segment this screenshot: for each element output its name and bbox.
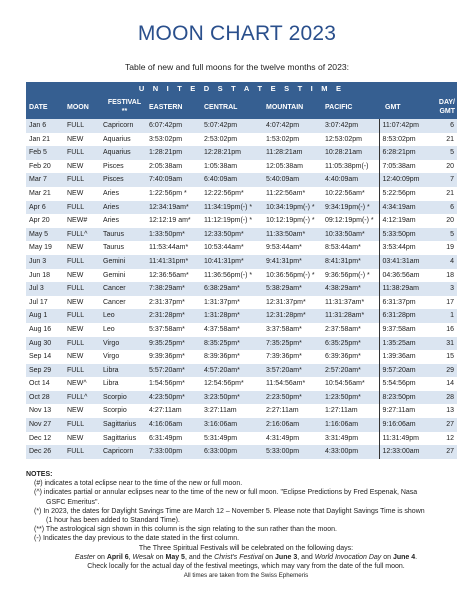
cell-moon: FULL xyxy=(67,285,85,293)
cell-festival: Leo xyxy=(103,325,115,333)
cell-pacific: 9:34:19pm(-) * xyxy=(325,203,370,211)
cell-festival: Virgo xyxy=(103,353,120,361)
cell-date: Oct 14 xyxy=(29,380,50,388)
cell-central: 5:31:49pm xyxy=(204,434,238,442)
cell-moon: NEW xyxy=(67,189,84,197)
cell-eastern: 1:33:50pm* xyxy=(149,230,185,238)
cell-date: Mar 21 xyxy=(29,189,51,197)
cell-festival: Aquarius xyxy=(103,135,131,143)
cell-eastern: 7:40:09am xyxy=(149,176,183,184)
date-wesak: May 5 xyxy=(165,553,185,561)
col-header-moon: MOON xyxy=(67,103,89,111)
cell-date: Dec 12 xyxy=(29,434,52,442)
cell-pacific: 2:57:20am* xyxy=(325,366,361,374)
cell-central: 8:39:36pm* xyxy=(204,353,240,361)
festival-invocation: World Invocation Day xyxy=(314,553,382,561)
cell-mountain: 2:27:11am xyxy=(266,407,299,415)
cell-festival: Aquarius xyxy=(103,149,131,157)
cell-mountain: 7:35:25pm* xyxy=(266,339,302,347)
cell-day: 20 xyxy=(446,217,454,225)
cell-eastern: 6:07:42pm xyxy=(149,122,183,129)
cell-eastern: 2:05:38am xyxy=(149,162,183,170)
page-subtitle: Table of new and full moons for the twelve months of 2023: xyxy=(124,62,350,72)
cell-moon: FULL^ xyxy=(67,393,88,401)
cell-mountain: 9:53:44am* xyxy=(266,244,302,252)
cell-moon: FULL xyxy=(67,312,85,320)
cell-day: 27 xyxy=(446,421,454,429)
cell-central: 6:38:29am* xyxy=(204,285,240,293)
cell-gmt: 9:37:58am xyxy=(379,323,432,337)
cell-eastern: 1:22:56pm * xyxy=(149,189,187,197)
table-row xyxy=(26,418,457,432)
note-partial-eclipse-cont: GSFC Emeritus". xyxy=(46,498,100,506)
cell-gmt: 5:22:56pm xyxy=(379,187,432,201)
cell-festival: Scorpio xyxy=(103,407,127,415)
cell-pacific: 11:31:37am* xyxy=(325,298,365,306)
cell-day: 12 xyxy=(446,434,454,442)
cell-pacific: 9:36:56pm(-) * xyxy=(325,271,370,279)
cell-gmt: 11:38:29am xyxy=(379,282,432,296)
cell-moon: NEW xyxy=(67,298,84,306)
cell-gmt: 4:12:19am xyxy=(379,214,432,228)
cell-moon: NEW xyxy=(67,325,84,333)
cell-mountain: 9:41:31pm* xyxy=(266,257,302,265)
cell-festival: Sagittarius xyxy=(103,421,137,429)
cell-gmt: 6:28:21pm xyxy=(379,146,432,160)
cell-pacific: 4:38:29am* xyxy=(325,285,361,293)
table-row xyxy=(26,146,457,160)
cell-central: 3:23:50pm* xyxy=(204,393,240,401)
cell-day: 13 xyxy=(446,407,454,415)
cell-date: Jun 3 xyxy=(29,257,47,265)
cell-date: Mar 7 xyxy=(29,176,47,184)
table-row xyxy=(26,432,457,446)
cell-pacific: 2:37:58am* xyxy=(325,325,361,333)
cell-date: Jul 3 xyxy=(29,285,44,293)
table-row xyxy=(26,133,457,147)
cell-moon: FULL xyxy=(67,176,85,184)
cell-pacific: 3:31:49pm xyxy=(325,434,359,442)
festival-easter: Easter xyxy=(74,553,96,561)
col-header-central: CENTRAL xyxy=(204,103,238,111)
cell-date: Dec 26 xyxy=(29,448,52,456)
cell-eastern: 12:12:19 am* xyxy=(149,217,191,225)
cell-date: Sep 14 xyxy=(29,353,52,361)
cell-mountain: 2:23:50pm* xyxy=(266,393,302,401)
cell-moon: NEW xyxy=(67,353,84,361)
date-easter: April 6 xyxy=(106,553,129,561)
cell-gmt: 9:16:06am xyxy=(379,418,432,432)
cell-day: 4 xyxy=(450,257,454,265)
cell-central: 6:33:00pm xyxy=(204,448,238,456)
cell-mountain: 12:31:37pm* xyxy=(266,298,306,306)
col-header-day: DAY/ GMT xyxy=(438,99,455,115)
notes-heading: NOTES: xyxy=(26,471,53,478)
festivals-intro: The Three Spiritual Festivals will be celebrated on the following days: xyxy=(138,544,354,552)
table-row xyxy=(26,187,457,201)
cell-mountain: 11:54:56am* xyxy=(266,380,306,388)
cell-day: 7 xyxy=(450,176,454,184)
cell-gmt: 12:40:09pm xyxy=(379,173,432,187)
cell-festival: Scorpio xyxy=(103,393,127,401)
cell-mountain: 4:31:49pm xyxy=(266,434,300,442)
cell-day: 31 xyxy=(446,339,454,347)
cell-eastern: 4:27:11am xyxy=(149,407,182,415)
cell-moon: NEW xyxy=(67,244,84,252)
cell-pacific: 10:28:21am xyxy=(325,149,362,157)
date-christ: June 3 xyxy=(275,553,298,561)
cell-festival: Virgo xyxy=(103,339,120,347)
cell-gmt: 3:53:44pm xyxy=(379,241,432,255)
cell-eastern: 12:34:19am* xyxy=(149,203,189,211)
cell-mountain: 2:16:06am xyxy=(266,421,300,429)
cell-gmt: 12:33:00am xyxy=(379,445,432,459)
cell-pacific: 1:23:50pm* xyxy=(325,393,361,401)
ephemeris-source: All times are taken from the Swiss Ephemeris xyxy=(183,572,309,580)
cell-central: 12:33:50pm* xyxy=(204,230,244,238)
cell-date: Aug 30 xyxy=(29,339,52,347)
cell-moon: FULL^ xyxy=(67,230,88,238)
text-and: , and the xyxy=(184,553,215,561)
col-header-festival: FESTIVAL ** xyxy=(107,99,142,115)
cell-moon: FULL xyxy=(67,339,85,347)
note-total-eclipse: (#) indicates a total eclipse near to the time of the new or full moon. xyxy=(34,480,243,488)
table-row xyxy=(26,296,457,310)
cell-day: 27 xyxy=(446,448,454,456)
table-row xyxy=(26,173,457,187)
cell-mountain: 10:34:19pm(-) * xyxy=(266,203,315,211)
cell-day: 1 xyxy=(450,312,454,320)
cell-pacific: 6:39:36pm* xyxy=(325,353,361,361)
cell-moon: FULL xyxy=(67,448,85,456)
cell-festival: Libra xyxy=(103,380,119,388)
cell-mountain: 3:57:20am* xyxy=(266,366,302,374)
cell-central: 11:36:56pm(-) * xyxy=(204,271,253,279)
cell-mountain: 10:36:56pm(-) * xyxy=(266,271,315,279)
cell-central: 10:41:31pm* xyxy=(204,257,244,265)
table-row xyxy=(26,241,457,255)
cell-pacific: 10:22:56am* xyxy=(325,189,365,197)
cell-central: 3:27:11am xyxy=(204,407,237,415)
cell-pacific: 1:27:11am xyxy=(325,407,358,415)
table-row xyxy=(26,119,457,133)
cell-moon: FULL xyxy=(67,257,85,265)
cell-central: 12:22:56pm* xyxy=(204,189,244,197)
cell-moon: NEW xyxy=(67,434,84,442)
cell-moon: FULL xyxy=(67,366,85,374)
cell-mountain: 12:31:28pm* xyxy=(266,312,306,320)
cell-date: Apr 6 xyxy=(29,203,46,211)
cell-mountain: 7:39:36pm* xyxy=(266,353,302,361)
table-row xyxy=(26,377,457,391)
cell-pacific: 3:07:42pm xyxy=(325,122,359,129)
cell-eastern: 4:23:50pm* xyxy=(149,393,185,401)
cell-central: 1:05:38am xyxy=(204,162,238,170)
table-row xyxy=(26,364,457,378)
cell-moon: NEW xyxy=(67,135,84,143)
col-header-pacific: PACIFIC xyxy=(325,103,353,111)
cell-moon: NEW xyxy=(67,407,84,415)
cell-eastern: 6:31:49pm xyxy=(149,434,183,442)
cell-central: 11:34:19pm(-) * xyxy=(204,203,253,211)
cell-day: 21 xyxy=(446,189,454,197)
cell-gmt: 03:41:31am xyxy=(379,255,432,269)
cell-mountain: 3:37:58am* xyxy=(266,325,302,333)
cell-central: 6:40:09am xyxy=(204,176,238,184)
cell-mountain: 12:05:38am xyxy=(266,162,303,170)
cell-gmt: 04:36:56am xyxy=(379,269,432,283)
cell-pacific: 10:33:50am* xyxy=(325,230,365,238)
cell-festival: Sagittarius xyxy=(103,434,137,442)
cell-moon: FULL xyxy=(67,122,85,129)
cell-central: 11:12:19pm(-) * xyxy=(204,217,253,225)
cell-date: Nov 27 xyxy=(29,421,52,429)
page-title: MOON CHART 2023 xyxy=(137,22,337,45)
cell-eastern: 5:57:20am* xyxy=(149,366,185,374)
cell-eastern: 12:36:56am* xyxy=(149,271,189,279)
cell-pacific: 1:16:06am xyxy=(325,421,359,429)
notes-section xyxy=(26,470,466,580)
cell-gmt: 5:54:56pm xyxy=(379,377,432,391)
festival-christ: Christ's Festival xyxy=(214,553,264,561)
cell-day: 5 xyxy=(450,230,454,238)
moon-chart-table xyxy=(26,95,457,459)
note-previous-day: (-) Indicates the day previous to the date stated in the first column. xyxy=(34,535,240,543)
col-header-eastern: EASTERN xyxy=(149,103,183,111)
cell-festival: Leo xyxy=(103,312,115,320)
cell-gmt: 9:27:11am xyxy=(379,404,432,418)
cell-festival: Gemini xyxy=(103,257,126,265)
cell-central: 4:57:20am* xyxy=(204,366,240,374)
cell-central: 10:53:44am* xyxy=(204,244,244,252)
cell-festival: Capricorn xyxy=(103,448,134,456)
date-invocation: June 4 xyxy=(392,553,416,561)
cell-moon: FULL xyxy=(67,203,85,211)
table-row xyxy=(26,269,457,283)
cell-gmt: 5:33:50pm xyxy=(379,228,432,242)
cell-eastern: 1:28:21pm xyxy=(149,149,183,157)
cell-day: 6 xyxy=(450,203,454,211)
col-header-date: DATE xyxy=(29,103,48,111)
cell-pacific: 12:53:02pm xyxy=(325,135,362,143)
cell-central: 5:07:42pm xyxy=(204,122,238,129)
cell-central: 8:35:25pm* xyxy=(204,339,240,347)
cell-mountain: 4:07:42pm xyxy=(266,122,300,129)
cell-date: May 5 xyxy=(29,230,49,238)
cell-date: Sep 29 xyxy=(29,366,52,374)
cell-day: 17 xyxy=(446,298,454,306)
cell-pacific: 10:54:56am* xyxy=(325,380,365,388)
table-row xyxy=(26,160,457,174)
cell-date: Oct 28 xyxy=(29,393,50,401)
cell-mountain: 1:53:02pm xyxy=(266,135,300,143)
cell-eastern: 1:54:56pm* xyxy=(149,380,185,388)
table-row xyxy=(26,391,457,405)
cell-mountain: 5:38:29am* xyxy=(266,285,302,293)
cell-central: 3:16:06am xyxy=(204,421,238,429)
cell-pacific: 6:35:25pm* xyxy=(325,339,361,347)
text-period: . xyxy=(415,553,418,561)
cell-mountain: 10:12:19pm(-) * xyxy=(266,217,315,225)
note-dst-cont: (1 hour has been added to Standard Time). xyxy=(46,517,180,525)
table-row xyxy=(26,201,457,215)
cell-gmt: 6:31:28pm xyxy=(379,309,432,323)
cell-day: 15 xyxy=(446,353,454,361)
cell-mountain: 11:22:56am* xyxy=(266,189,306,197)
cell-gmt: 6:31:37pm xyxy=(379,296,432,310)
cell-gmt: 9:57:20am xyxy=(379,364,432,378)
cell-moon: NEW# xyxy=(67,217,88,225)
festivals-dates xyxy=(26,553,466,562)
cell-gmt: 1:35:25am xyxy=(379,337,432,351)
table-row xyxy=(26,350,457,364)
cell-date: May 19 xyxy=(29,244,52,252)
cell-day: 20 xyxy=(446,162,454,170)
cell-date: Aug 1 xyxy=(29,312,48,320)
cell-day: 19 xyxy=(446,244,454,252)
cell-day: 5 xyxy=(450,149,454,157)
cell-festival: Aries xyxy=(103,189,119,197)
cell-eastern: 9:35:25pm* xyxy=(149,339,185,347)
text-on: on xyxy=(153,553,166,561)
cell-pacific: 11:31:28am* xyxy=(325,312,365,320)
cell-eastern: 5:37:58am* xyxy=(149,325,185,333)
note-partial-eclipse: (^) indicates partial or annular eclipses near to the time of the new or full moon. "Eclipse Predictions by Fred Espenak, Nasa xyxy=(34,489,418,497)
cell-central: 12:54:56pm* xyxy=(204,380,244,388)
text-on: on xyxy=(263,553,276,561)
cell-eastern: 11:41:31pm* xyxy=(149,257,189,265)
cell-gmt: 1:39:36am xyxy=(379,350,432,364)
cell-gmt: 7:05:38am xyxy=(379,160,432,174)
table-row xyxy=(26,255,457,269)
table-row xyxy=(26,337,457,351)
time-zone-banner: U N I T E D S T A T E S T I M E xyxy=(26,82,457,95)
cell-day: 16 xyxy=(446,325,454,333)
cell-date: Apr 20 xyxy=(29,217,50,225)
text-on: on xyxy=(95,553,107,561)
festivals-check-locally: Check locally for the actual day of the festival meetings, which may vary from the date of the full moon. xyxy=(87,563,405,571)
cell-festival: Libra xyxy=(103,366,119,374)
cell-date: Aug 16 xyxy=(29,325,52,333)
cell-mountain: 11:33:50am* xyxy=(266,230,306,238)
cell-eastern: 9:39:36pm* xyxy=(149,353,185,361)
cell-festival: Cancer xyxy=(103,298,126,306)
cell-day: 21 xyxy=(446,135,454,143)
cell-day: 3 xyxy=(450,285,454,293)
cell-mountain: 5:33:00pm xyxy=(266,448,300,456)
col-header-mountain: MOUNTAIN xyxy=(266,103,304,111)
table-header-row xyxy=(26,95,457,119)
cell-pacific: 8:53:44am* xyxy=(325,244,361,252)
cell-moon: NEW^ xyxy=(67,380,87,388)
table-row xyxy=(26,228,457,242)
cell-eastern: 7:38:29am* xyxy=(149,285,185,293)
table-row xyxy=(26,214,457,228)
cell-moon: FULL xyxy=(67,421,85,429)
cell-date: Jul 17 xyxy=(29,298,48,306)
cell-eastern: 2:31:28pm* xyxy=(149,312,185,320)
cell-festival: Cancer xyxy=(103,285,126,293)
cell-pacific: 4:40:09am xyxy=(325,176,359,184)
cell-central: 1:31:37pm* xyxy=(204,298,240,306)
col-header-gmt: GMT xyxy=(385,103,401,111)
cell-gmt: 11:31:49pm xyxy=(379,432,432,446)
note-astrological-sign: (**) The astrological sign shown in this column is the sign relating to the sun rather than the moon. xyxy=(34,526,337,534)
cell-day: 14 xyxy=(446,380,454,388)
cell-mountain: 11:28:21am xyxy=(266,149,303,157)
cell-gmt: 4:34:19am xyxy=(379,201,432,215)
cell-gmt: 8:53:02pm xyxy=(379,133,432,147)
cell-moon: NEW xyxy=(67,162,84,170)
cell-date: Jan 6 xyxy=(29,122,47,129)
cell-eastern: 7:33:00pm xyxy=(149,448,183,456)
text-comma: , xyxy=(128,553,133,561)
table-body xyxy=(26,119,457,459)
cell-pacific: 4:33:00pm xyxy=(325,448,359,456)
table-row xyxy=(26,282,457,296)
cell-festival: Capricorn xyxy=(103,122,134,129)
note-dst: (*) In 2023, the dates for Daylight Savings Time are March 12 – November 5. Please note that Daylight Savings Time is shown xyxy=(34,507,425,515)
table-row xyxy=(26,323,457,337)
table-row xyxy=(26,404,457,418)
cell-date: Jan 21 xyxy=(29,135,51,143)
cell-mountain: 5:40:09am xyxy=(266,176,300,184)
cell-moon: FULL xyxy=(67,149,85,157)
cell-day: 29 xyxy=(446,366,454,374)
cell-eastern: 11:53:44am* xyxy=(149,244,189,252)
cell-festival: Gemini xyxy=(103,271,126,279)
table-row xyxy=(26,445,457,459)
cell-date: Feb 5 xyxy=(29,149,47,157)
cell-pacific: 09:12:19pm(-) * xyxy=(325,217,374,225)
cell-gmt: 8:23:50pm xyxy=(379,391,432,405)
cell-central: 1:31:28pm* xyxy=(204,312,240,320)
cell-festival: Aries xyxy=(103,203,119,211)
cell-date: Jun 18 xyxy=(29,271,51,279)
cell-festival: Pisces xyxy=(103,176,124,184)
cell-eastern: 3:53:02pm xyxy=(149,135,183,143)
cell-day: 18 xyxy=(446,271,454,279)
text-on: on xyxy=(381,553,393,561)
cell-festival: Taurus xyxy=(103,244,125,252)
cell-central: 4:37:58am* xyxy=(204,325,240,333)
table-row xyxy=(26,309,457,323)
festival-wesak: Wesak xyxy=(132,553,154,561)
cell-central: 2:53:02pm xyxy=(204,135,238,143)
cell-festival: Taurus xyxy=(103,230,125,238)
cell-date: Feb 20 xyxy=(29,162,51,170)
text-and: , and xyxy=(297,553,315,561)
cell-festival: Aries xyxy=(103,217,119,225)
cell-day: 28 xyxy=(446,393,454,401)
cell-eastern: 4:16:06am xyxy=(149,421,183,429)
cell-pacific: 8:41:31pm* xyxy=(325,257,361,265)
cell-festival: Pisces xyxy=(103,162,124,170)
cell-day: 6 xyxy=(450,122,454,129)
cell-moon: NEW xyxy=(67,271,84,279)
cell-eastern: 2:31:37pm* xyxy=(149,298,185,306)
cell-date: Nov 13 xyxy=(29,407,52,415)
cell-pacific: 11:05:38pm(-) xyxy=(325,162,369,170)
cell-gmt: 11:07:42pm xyxy=(379,119,432,133)
cell-central: 12:28:21pm xyxy=(204,149,241,157)
